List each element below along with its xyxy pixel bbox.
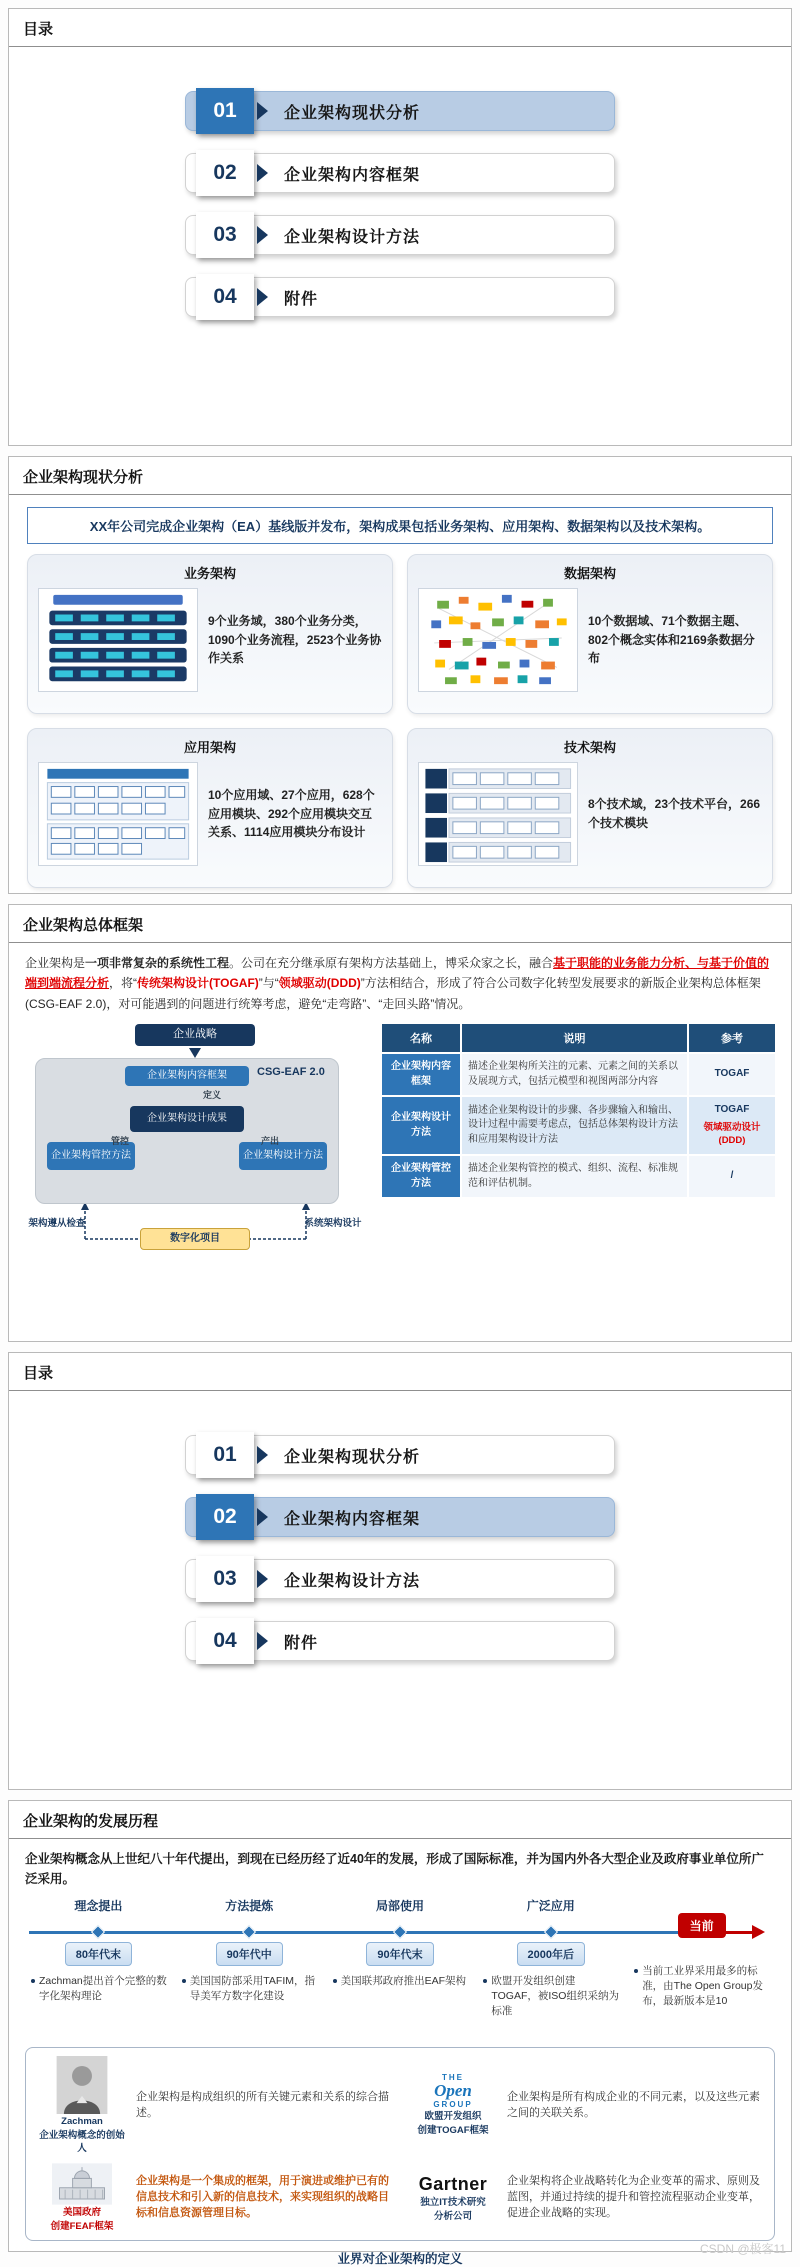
toc-item-label: 企业架构内容框架 [284, 166, 421, 184]
quadrant-description: 10个应用域、27个应用，628个应用模块、292个应用模块交互关系、1114应用模块分布设计 [208, 788, 375, 840]
csg-eaf-label: CSG-EAF 2.0 [257, 1066, 325, 1079]
data-architecture-thumbnail [418, 588, 578, 692]
org-name: 独立IT技术研究 [420, 2196, 486, 2208]
table-row [381, 1053, 776, 1096]
quadrant-title: 技术架构 [563, 740, 616, 755]
intro-segment: ，将“ [109, 976, 138, 991]
arrow-right-icon [257, 226, 268, 244]
toc-item-03[interactable] [185, 215, 615, 255]
logo-text: Open [434, 2081, 472, 2101]
toc-item-number: 03 [196, 212, 254, 258]
toc-item-label: 附件 [284, 290, 319, 308]
stage-description: 欧盟开发组织创建TOGAF，被ISO组织采纳为标准 [481, 1974, 620, 2020]
slide-toc-1 [8, 8, 792, 446]
output-tag: 产出 [261, 1136, 280, 1147]
arrow-right-icon [257, 1446, 268, 1464]
row-description: 描述企业架构所关注的元素、元素之间的关系以及展现方式，包括元模型和视图两部分内容 [461, 1053, 688, 1096]
definitions-caption: 业界对企业架构的定义 [337, 2251, 463, 2266]
design-method-box: 企业架构设计方法 [239, 1142, 327, 1170]
quadrant-application-architecture [27, 728, 393, 888]
slide-development-history [8, 1800, 792, 2266]
table-header-row [381, 1023, 776, 1053]
stage-label: 广泛应用 [526, 1899, 575, 1913]
org-subtitle: 分析公司 [433, 2210, 472, 2222]
governance-tag: 管控 [111, 1136, 130, 1147]
definition-open-group [409, 2056, 762, 2155]
arrow-right-icon [257, 102, 268, 120]
quadrant-title: 应用架构 [183, 740, 236, 755]
stage-description: 美国国防部采用TAFIM，指导美军方数字化建设 [180, 1974, 319, 2004]
toc-item-01[interactable] [185, 91, 615, 131]
row-description: 描述企业架构设计的步骤、各步骤输入和输出、设计过程中需要考虑点，包括总体架构设计方法和应用架构设计方法 [461, 1096, 688, 1155]
portrait-photo-icon [56, 2056, 108, 2114]
watermark: CSDN @极客11 [700, 2242, 786, 2256]
system-design-label: 系统架构设计 [304, 1218, 362, 1230]
col-header-reference: 参考 [688, 1023, 776, 1053]
row-name: 企业架构内容框架 [381, 1053, 461, 1096]
stage-description: 当前工业界采用最多的标准，由The Open Group发布，最新版本是10 [632, 1964, 771, 2010]
current-badge: 当前 [678, 1913, 726, 1938]
stage-label: 方法提炼 [225, 1899, 274, 1913]
logo-text: GROUP [433, 2100, 473, 2110]
toc-item-label: 企业架构设计方法 [284, 228, 421, 246]
slide-status-analysis [8, 456, 792, 894]
toc-list [9, 1391, 791, 1661]
gartner-logo [409, 2174, 497, 2224]
toc-item-02[interactable] [185, 153, 615, 193]
definition-zachman [38, 2056, 391, 2155]
intro-segment: 一项非常复杂的系统性工程 [85, 956, 230, 970]
define-label: 定义 [203, 1090, 222, 1101]
org-subtitle: 创建TOGAF框架 [417, 2125, 489, 2137]
slide-title: 企业架构现状分析 [9, 457, 791, 495]
quadrant-description: 9个业务域，380个业务分类，1090个业务流程，2523个业务协作关系 [208, 614, 382, 666]
org-name: 欧盟开发组织 [424, 2111, 482, 2123]
col-header-description: 说明 [461, 1023, 688, 1053]
framework-intro-paragraph [25, 953, 775, 1014]
arrow-right-icon [257, 1632, 268, 1650]
architecture-quadrants [27, 554, 773, 888]
slide-toc-2 [8, 1352, 792, 1790]
definition-us-government [38, 2163, 391, 2234]
quadrant-description: 10个数据域、71个数据主题、802个概念实体和2169条数据分布 [588, 614, 755, 666]
toc-item-label: 附件 [284, 1634, 319, 1652]
open-group-logo [409, 2073, 497, 2138]
strategy-box: 企业战略 [135, 1024, 255, 1046]
quadrant-title: 业务架构 [183, 566, 236, 581]
logo-text: Gartner [418, 2173, 488, 2194]
framework-table [380, 1022, 777, 1199]
zachman-portrait [38, 2056, 126, 2155]
reference-ddd: 领域驱动设计(DDD) [703, 1121, 761, 1147]
slide-title: 目录 [9, 1353, 791, 1391]
stage-label: 理念提出 [74, 1899, 123, 1913]
toc-item-number: 01 [196, 1432, 254, 1478]
row-name: 企业架构管控方法 [381, 1155, 461, 1198]
arrow-right-icon [257, 288, 268, 306]
technology-architecture-thumbnail [418, 762, 578, 866]
toc-item-label: 企业架构内容框架 [284, 1510, 421, 1528]
row-reference: TOGAF [688, 1053, 776, 1096]
toc-item-04[interactable] [185, 277, 615, 317]
toc-item-02[interactable] [185, 1497, 615, 1537]
quadrant-technology-architecture [407, 728, 773, 888]
quadrant-title: 数据架构 [563, 566, 616, 581]
toc-item-number: 01 [196, 88, 254, 134]
toc-item-label: 企业架构设计方法 [284, 1572, 421, 1590]
slide-title: 企业架构总体框架 [9, 905, 791, 943]
row-description: 描述企业架构管控的模式、组织、流程、标准规范和评估机制。 [461, 1155, 688, 1198]
period-badge: 90年代中 [216, 1942, 283, 1966]
definition-text: 企业架构是所有构成企业的不同元素，以及这些元素之间的关联关系。 [507, 2090, 760, 2119]
toc-item-number: 04 [196, 274, 254, 320]
timeline-stage-3 [325, 1897, 476, 2037]
quadrant-data-architecture [407, 554, 773, 714]
definitions-panel [25, 2047, 775, 2241]
toc-item-number: 03 [196, 1556, 254, 1602]
timeline-stage-1 [23, 1897, 174, 2037]
quadrant-business-architecture [27, 554, 393, 714]
quadrant-description: 8个技术域，23个技术平台，266个技术模块 [588, 797, 761, 830]
timeline [23, 1897, 777, 2037]
toc-list [9, 47, 791, 317]
period-badge: 80年代末 [65, 1942, 132, 1966]
content-framework-box: 企业架构内容框架 [125, 1066, 249, 1086]
org-subtitle: 创建FEAF框架 [50, 2221, 114, 2233]
diamond-marker-icon [393, 1925, 407, 1939]
period-badge: 90年代末 [366, 1942, 433, 1966]
intro-segment: 领域驱动(DDD) [278, 976, 361, 991]
intro-segment: 基于职能的业务能力分析、与基于价值的端到端流程分析 [25, 956, 770, 991]
history-intro: 企业架构概念从上世纪八十年代提出，到现在已经历经了近40年的发展，形成了国际标准，并为国内外各大型企业及政府事业单位所广泛采用。 [25, 1852, 764, 1886]
toc-item-03[interactable] [185, 1559, 615, 1599]
intro-segment: ”与“ [258, 976, 279, 991]
logo-text: THE [442, 2073, 464, 2083]
toc-item-number: 02 [196, 150, 254, 196]
design-result-box: 企业架构设计成果 [130, 1106, 244, 1132]
capitol-image [38, 2163, 126, 2234]
toc-item-04[interactable] [185, 1621, 615, 1661]
digital-project-box: 数字化项目 [140, 1228, 250, 1250]
stage-description: Zachman提出首个完整的数字化架构理论 [29, 1974, 168, 2004]
arrow-right-icon [257, 1508, 268, 1526]
slide-title: 目录 [9, 9, 791, 47]
diamond-marker-icon [91, 1925, 105, 1939]
row-name: 企业架构设计方法 [381, 1096, 461, 1155]
stage-label: 局部使用 [375, 1899, 424, 1913]
timeline-stage-current [626, 1897, 777, 2037]
table-row [381, 1155, 776, 1198]
governance-method-box: 企业架构管控方法 [47, 1142, 135, 1170]
intro-segment: 传统架构设计(TOGAF) [137, 976, 259, 991]
intro-segment: ”方法相结合，形成了符合公司数字化转型发展要求的新版企业架构总体框架(CSG-EAF 2.0)，对可能遇到的问题进行统筹考虑，避免“走弯路”、“走回头路”情况。 [25, 976, 761, 1011]
business-architecture-thumbnail [38, 588, 198, 692]
org-name: 美国政府 [62, 2207, 101, 2219]
definition-text: 企业架构是一个集成的框架，用于演进或维护已有的信息技术和引入新的信息技术，来实现组织的战略目标和信息资源管理目标。 [136, 2175, 389, 2220]
reference-main: TOGAF [714, 1104, 750, 1116]
toc-item-label: 企业架构现状分析 [284, 1448, 421, 1466]
diamond-marker-icon [242, 1925, 256, 1939]
toc-item-number: 04 [196, 1618, 254, 1664]
col-header-name: 名称 [381, 1023, 461, 1053]
capitol-building-icon [52, 2163, 112, 2205]
summary-banner: XX年公司完成企业架构（EA）基线版并发布，架构成果包括业务架构、应用架构、数据架构以及技术架构。 [27, 507, 773, 544]
arrow-right-icon [257, 164, 268, 182]
toc-item-label: 企业架构现状分析 [284, 104, 421, 122]
diamond-marker-icon [544, 1925, 558, 1939]
toc-item-01[interactable] [185, 1435, 615, 1475]
definition-gartner [409, 2163, 762, 2234]
intro-segment: 企业架构是 [25, 956, 86, 970]
row-reference: / [688, 1155, 776, 1198]
application-architecture-thumbnail [38, 762, 198, 866]
org-name: Zachman [61, 2116, 103, 2127]
toc-item-number: 02 [196, 1494, 254, 1540]
definition-text: 企业架构是构成组织的所有关键元素和关系的综合描述。 [136, 2090, 389, 2119]
timeline-stage-2 [174, 1897, 325, 2037]
period-badge: 2000年后 [517, 1942, 585, 1966]
org-subtitle: 企业架构概念的创始人 [39, 2130, 125, 2154]
slide-overall-framework [8, 904, 792, 1342]
definition-text: 企业架构将企业战略转化为企业变革的需求、原则及蓝图，并通过持续的提升和管控流程驱动企业变革，促进企业战略的实现。 [507, 2175, 760, 2220]
compliance-check-label: 架构遵从检查 [28, 1218, 86, 1230]
framework-diagram [23, 1022, 368, 1262]
table-row [381, 1096, 776, 1155]
stage-description: 美国联邦政府推出EAF架构 [331, 1974, 470, 1989]
row-reference [688, 1096, 776, 1155]
timeline-stage-4 [475, 1897, 626, 2037]
intro-segment: 。公司在充分继承原有架构方法基础上，博采众家之长，融合 [229, 956, 554, 970]
arrow-right-icon [257, 1570, 268, 1588]
slide-title: 企业架构的发展历程 [9, 1801, 791, 1839]
